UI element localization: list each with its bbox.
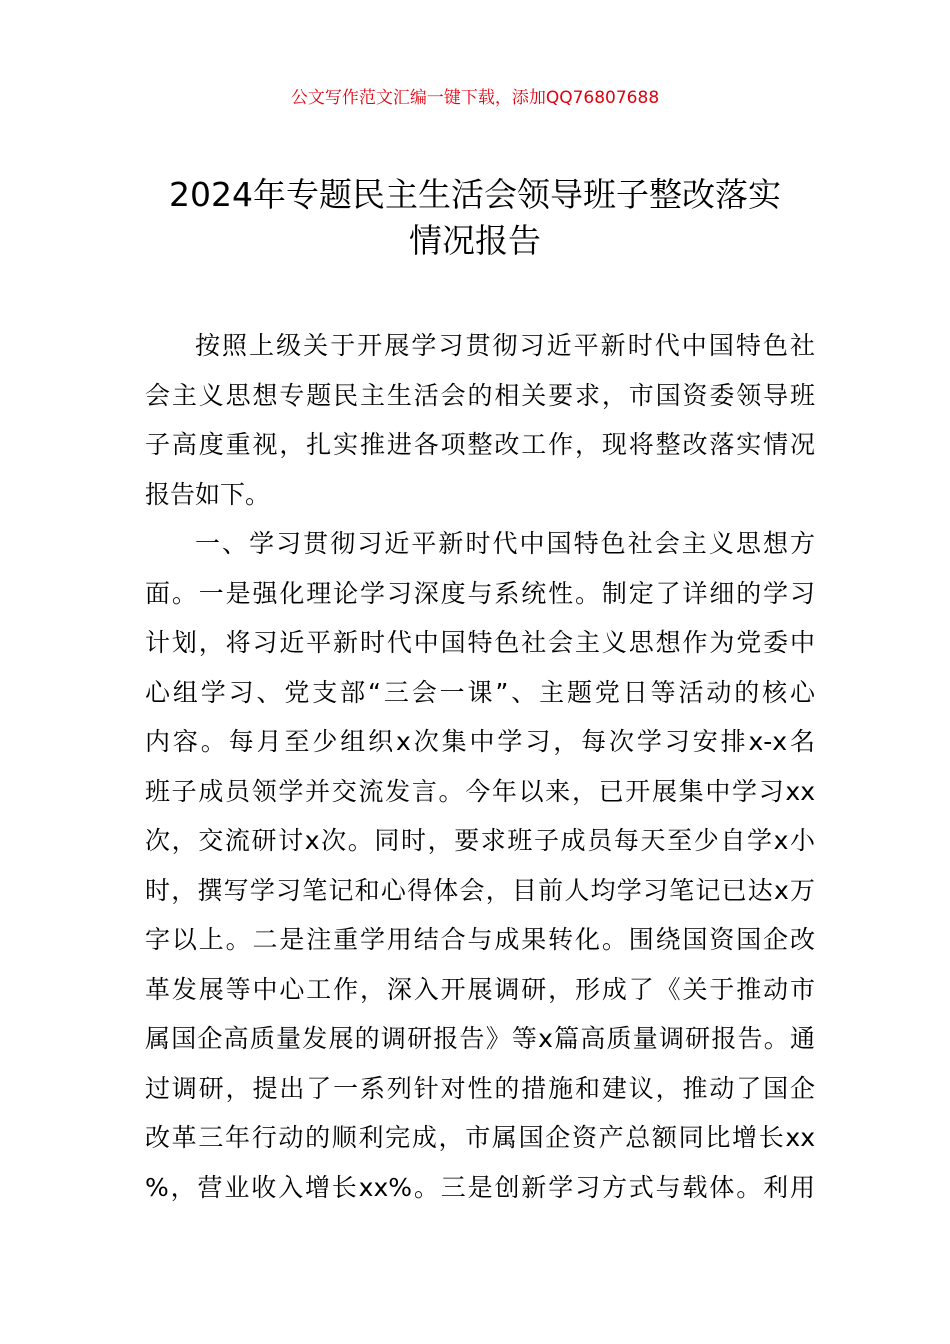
body-line: 时，撰写学习笔记和心得体会，目前人均学习笔记已达x万 <box>145 875 815 905</box>
body-line: 革发展等中心工作，深入开展调研，形成了《关于推动市 <box>145 974 815 1004</box>
document-title <box>100 172 850 264</box>
body-line: 改革三年行动的顺利完成，市属国企资产总额同比增长xx <box>145 1123 815 1152</box>
body-line: 面。一是强化理论学习深度与系统性。制定了详细的学习 <box>145 578 815 608</box>
promo-banner: 公文写作范文汇编一键下载，添加QQ76807688 <box>290 88 660 108</box>
body-line: 计划，将习近平新时代中国特色社会主义思想作为党委中 <box>145 628 815 657</box>
body-line: %，营业收入增长xx%。三是创新学习方式与载体。利用 <box>145 1172 815 1202</box>
body-line: 次，交流研讨x次。同时，要求班子成员每天至少自学x小 <box>145 826 815 855</box>
title-line: 情况报告 <box>409 221 541 260</box>
body-line: 一、学习贯彻习近平新时代中国特色社会主义思想方 <box>195 529 815 558</box>
body-line: 属国企高质量发展的调研报告》等x篇高质量调研报告。通 <box>145 1024 815 1053</box>
body-line: 子高度重视，扎实推进各项整改工作，现将整改落实情况 <box>145 430 815 459</box>
body-line: 班子成员领学并交流发言。今年以来，已开展集中学习xx <box>145 776 815 806</box>
body-line: 字以上。二是注重学用结合与成果转化。围绕国资国企改 <box>145 925 815 954</box>
document-body <box>145 321 815 1212</box>
body-line: 报告如下。 <box>145 479 271 509</box>
body-line: 心组学习、党支部“三会一课”、主题党日等活动的核心 <box>145 677 815 707</box>
title-line: 2024年专题民主生活会领导班子整改落实 <box>169 175 781 214</box>
body-line: 按照上级关于开展学习贯彻习近平新时代中国特色社 <box>195 331 815 360</box>
body-line: 过调研，提出了一系列针对性的措施和建议，推动了国企 <box>145 1073 815 1103</box>
body-line: 会主义思想专题民主生活会的相关要求，市国资委领导班 <box>145 380 815 410</box>
body-line: 内容。每月至少组织x次集中学习，每次学习安排x-x名 <box>145 727 815 756</box>
